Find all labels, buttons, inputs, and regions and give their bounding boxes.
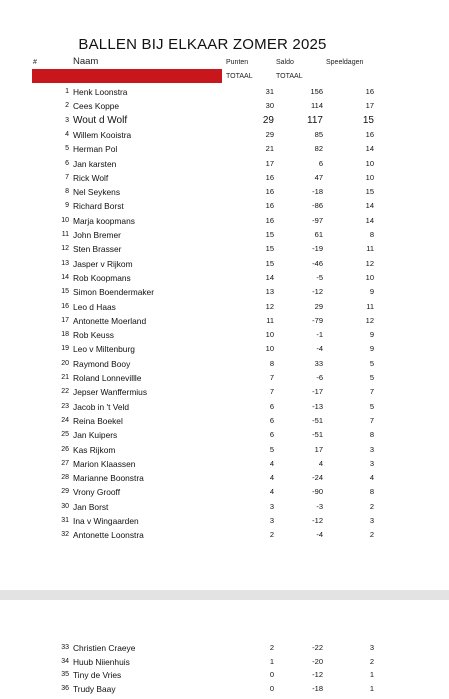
- name-cell: Tiny de Vries: [73, 670, 122, 681]
- name-cell: Sten Brasser: [73, 244, 122, 255]
- punten-cell: 29: [262, 114, 274, 126]
- table-row: [0, 300, 449, 314]
- table-row: [0, 371, 449, 385]
- header-speeldagen: Speeldagen: [326, 59, 364, 66]
- punten-cell: 15: [265, 258, 274, 268]
- speeldagen-cell: 3: [369, 643, 374, 652]
- speeldagen-cell: 11: [366, 301, 374, 311]
- name-cell: Christien Craeye: [73, 643, 136, 653]
- table-row: [0, 171, 449, 185]
- rank-cell: 9: [65, 202, 69, 210]
- name-cell: Kas Rijkom: [73, 444, 116, 455]
- name-cell: Roland Lonnevillle: [73, 373, 142, 383]
- punten-cell: 0: [269, 670, 274, 680]
- saldo-cell: -24: [312, 473, 323, 483]
- rank-cell: 19: [61, 345, 69, 353]
- table-row: [0, 443, 449, 457]
- table-row: [0, 271, 449, 285]
- name-cell: Nel Seykens: [73, 187, 121, 198]
- saldo-cell: -5: [316, 272, 323, 282]
- speeldagen-cell: 14: [365, 201, 374, 211]
- saldo-cell: 4: [318, 458, 323, 468]
- name-cell: Marion Klaassen: [73, 458, 136, 469]
- punten-cell: 16: [265, 201, 274, 211]
- punten-cell: 14: [265, 272, 274, 282]
- name-cell: Henk Loonstra: [73, 87, 128, 97]
- saldo-cell: -12: [312, 516, 323, 525]
- speeldagen-cell: 8: [369, 487, 374, 497]
- speeldagen-cell: 16: [365, 87, 374, 96]
- rank-cell: 34: [61, 657, 69, 665]
- saldo-cell: -4: [316, 344, 323, 354]
- punten-cell: 21: [265, 144, 274, 154]
- table-row: [0, 528, 449, 542]
- header-punten: Punten: [226, 59, 249, 66]
- table-row: [0, 114, 449, 128]
- table-row: [0, 342, 449, 356]
- table-row: [0, 285, 449, 299]
- table-row: [0, 157, 449, 171]
- rank-cell: 26: [61, 445, 69, 453]
- table-row: [0, 85, 449, 99]
- speeldagen-cell: 8: [369, 430, 374, 440]
- saldo-cell: 47: [314, 172, 323, 182]
- rank-cell: 8: [65, 188, 69, 196]
- punten-cell: 8: [269, 358, 274, 368]
- saldo-cell: 61: [314, 230, 323, 239]
- saldo-cell: 85: [314, 129, 323, 139]
- rank-cell: 22: [61, 388, 69, 396]
- punten-cell: 4: [269, 473, 274, 483]
- rank-cell: 28: [61, 474, 69, 482]
- rank-cell: 12: [61, 245, 69, 253]
- table-row: [0, 328, 449, 342]
- name-cell: Simon Boendermaker: [73, 287, 154, 298]
- speeldagen-cell: 3: [369, 458, 374, 468]
- rank-cell: 5: [65, 145, 69, 153]
- speeldagen-cell: 2: [369, 501, 374, 511]
- name-cell: Rob Koopmans: [73, 272, 131, 283]
- table-row: [0, 471, 449, 485]
- saldo-cell: -97: [312, 215, 323, 225]
- header-hash: #: [33, 59, 37, 66]
- rank-cell: 32: [61, 531, 69, 539]
- table-row: [0, 242, 449, 256]
- saldo-cell: -51: [312, 415, 323, 425]
- punten-cell: 30: [265, 101, 274, 111]
- punten-cell: 4: [269, 458, 274, 468]
- name-cell: Jan Borst: [73, 501, 109, 512]
- speeldagen-cell: 15: [362, 114, 374, 126]
- saldo-cell: -90: [312, 487, 323, 497]
- rank-cell: 15: [61, 288, 69, 296]
- speeldagen-cell: 3: [369, 444, 374, 454]
- speeldagen-cell: 16: [365, 129, 374, 139]
- speeldagen-cell: 10: [365, 172, 374, 182]
- speeldagen-cell: 7: [369, 387, 374, 397]
- saldo-cell: -6: [316, 373, 323, 382]
- rank-cell: 25: [61, 431, 69, 439]
- name-cell: Jacob in 't Veld: [73, 401, 130, 412]
- speeldagen-cell: 10: [365, 272, 374, 282]
- saldo-cell: -79: [312, 315, 323, 325]
- speeldagen-cell: 9: [369, 344, 374, 354]
- page-title: BALLEN BIJ ELKAAR ZOMER 2025: [78, 36, 327, 53]
- name-cell: Antonette Moerland: [73, 315, 147, 326]
- punten-cell: 2: [269, 530, 274, 540]
- speeldagen-cell: 12: [365, 258, 374, 268]
- rank-cell: 16: [61, 302, 69, 310]
- name-cell: Raymond Booy: [73, 358, 131, 369]
- saldo-cell: 156: [310, 87, 323, 96]
- rank-cell: 24: [61, 416, 69, 424]
- rank-cell: 18: [61, 331, 69, 339]
- table-row: [0, 457, 449, 471]
- punten-cell: 3: [269, 516, 274, 525]
- name-cell: Leo v Miltenburg: [73, 344, 135, 355]
- speeldagen-cell: 12: [365, 315, 374, 325]
- speeldagen-cell: 8: [369, 230, 374, 239]
- speeldagen-cell: 14: [365, 215, 374, 225]
- punten-cell: 6: [269, 430, 274, 440]
- name-cell: John Bremer: [73, 230, 121, 240]
- saldo-cell: -51: [312, 430, 323, 440]
- saldo-cell: -3: [316, 501, 323, 511]
- table-row: [0, 414, 449, 428]
- punten-cell: 6: [269, 401, 274, 411]
- header-bar: [32, 69, 222, 83]
- saldo-cell: -13: [312, 401, 323, 411]
- saldo-cell: -19: [312, 244, 323, 254]
- punten-cell: 16: [265, 187, 274, 197]
- table-row: [0, 485, 449, 499]
- speeldagen-cell: 2: [369, 656, 374, 666]
- saldo-cell: 6: [318, 158, 323, 168]
- name-cell: Herman Pol: [73, 144, 118, 155]
- table-row: [0, 385, 449, 399]
- punten-cell: 11: [266, 315, 274, 325]
- header-totaal-saldo: TOTAAL: [276, 73, 303, 80]
- rank-cell: 13: [61, 259, 69, 267]
- table-row: [0, 500, 449, 514]
- punten-cell: 31: [265, 87, 274, 96]
- punten-cell: 10: [265, 344, 274, 354]
- punten-cell: 3: [269, 501, 274, 511]
- rank-cell: 11: [61, 231, 69, 238]
- speeldagen-cell: 11: [366, 244, 374, 254]
- rank-cell: 33: [61, 644, 69, 651]
- rank-cell: 6: [65, 159, 69, 167]
- rank-cell: 36: [61, 685, 69, 693]
- name-cell: Antonette Loonstra: [73, 530, 144, 541]
- table-row: [0, 655, 449, 669]
- table-row: [0, 428, 449, 442]
- header-totaal-punten: TOTAAL: [226, 73, 253, 80]
- speeldagen-cell: 7: [369, 415, 374, 425]
- rank-cell: 23: [61, 402, 69, 410]
- table-row: [0, 257, 449, 271]
- speeldagen-cell: 9: [369, 287, 374, 297]
- saldo-cell: 114: [311, 101, 323, 111]
- punten-cell: 16: [265, 215, 274, 225]
- table-row: [0, 682, 449, 696]
- rank-cell: 29: [61, 488, 69, 496]
- rank-cell: 14: [61, 273, 69, 281]
- punten-cell: 15: [265, 230, 274, 239]
- table-row: [0, 214, 449, 228]
- saldo-cell: 117: [307, 114, 323, 126]
- rank-cell: 20: [61, 359, 69, 367]
- table-row: [0, 99, 449, 113]
- table-row: [0, 641, 449, 655]
- saldo-cell: -12: [312, 670, 323, 680]
- rank-cell: 10: [61, 216, 69, 224]
- name-cell: Vrony Grooff: [73, 487, 121, 498]
- rank-cell: 3: [65, 116, 69, 124]
- speeldagen-cell: 10: [365, 158, 374, 168]
- punten-cell: 1: [269, 656, 274, 666]
- rank-cell: 7: [65, 173, 69, 181]
- rank-cell: 31: [61, 517, 69, 524]
- speeldagen-cell: 9: [369, 330, 374, 340]
- name-cell: Reina Boekel: [73, 415, 123, 426]
- table-row: [0, 400, 449, 414]
- name-cell: Jepser Wanffermius: [73, 387, 148, 398]
- name-cell: Trudy Baay: [73, 684, 116, 695]
- speeldagen-cell: 2: [369, 530, 374, 540]
- name-cell: Rick Wolf: [73, 172, 109, 183]
- rank-cell: 1: [65, 88, 69, 95]
- saldo-cell: -86: [312, 201, 323, 211]
- saldo-cell: -1: [316, 330, 323, 340]
- punten-cell: 7: [269, 373, 274, 382]
- name-cell: Cees Koppe: [73, 101, 120, 112]
- saldo-cell: -12: [312, 287, 323, 297]
- saldo-cell: -20: [312, 656, 323, 666]
- speeldagen-cell: 14: [365, 144, 374, 154]
- speeldagen-cell: 5: [369, 358, 374, 368]
- punten-cell: 0: [269, 684, 274, 694]
- punten-cell: 13: [265, 287, 274, 297]
- punten-cell: 15: [265, 244, 274, 254]
- speeldagen-cell: 4: [369, 473, 374, 483]
- name-cell: Willem Kooistra: [73, 129, 132, 140]
- table-row: [0, 185, 449, 199]
- name-cell: Marianne Boonstra: [73, 473, 144, 484]
- name-cell: Jan karsten: [73, 158, 117, 169]
- name-cell: Wout d Wolf: [73, 114, 128, 126]
- table-row: [0, 142, 449, 156]
- punten-cell: 17: [265, 158, 274, 168]
- punten-cell: 7: [269, 387, 274, 397]
- saldo-cell: 17: [314, 444, 323, 454]
- page-2: [0, 600, 449, 699]
- name-cell: Jasper v Rijkom: [73, 258, 133, 269]
- table-row: [0, 668, 449, 682]
- punten-cell: 10: [265, 330, 274, 340]
- punten-cell: 4: [269, 487, 274, 497]
- saldo-cell: -18: [312, 187, 323, 197]
- speeldagen-cell: 17: [365, 101, 374, 111]
- speeldagen-cell: 1: [369, 684, 374, 694]
- rank-cell: 35: [61, 671, 69, 679]
- saldo-cell: -4: [316, 530, 323, 540]
- punten-cell: 12: [265, 301, 274, 311]
- rank-cell: 17: [61, 316, 69, 324]
- speeldagen-cell: 1: [369, 670, 374, 680]
- saldo-cell: -46: [312, 258, 323, 268]
- name-cell: Marja koopmans: [73, 215, 135, 226]
- page-break: [0, 590, 449, 600]
- name-cell: Ina v Wingaarden: [73, 516, 139, 526]
- speeldagen-cell: 15: [365, 187, 374, 197]
- rank-cell: 21: [61, 374, 69, 381]
- name-cell: Jan Kuipers: [73, 430, 118, 441]
- name-cell: Rob Keuss: [73, 330, 114, 341]
- saldo-cell: 82: [314, 144, 323, 154]
- name-cell: Huub Niienhuis: [73, 656, 130, 667]
- saldo-cell: -18: [312, 684, 323, 694]
- name-cell: Richard Borst: [73, 201, 124, 212]
- punten-cell: 2: [269, 643, 274, 652]
- table-row: [0, 199, 449, 213]
- rank-cell: 30: [61, 502, 69, 510]
- speeldagen-cell: 5: [369, 401, 374, 411]
- speeldagen-cell: 5: [369, 373, 374, 382]
- saldo-cell: 29: [314, 301, 323, 311]
- header-saldo: Saldo: [276, 59, 294, 66]
- table-row: [0, 357, 449, 371]
- rank-cell: 27: [61, 459, 69, 467]
- punten-cell: 5: [269, 444, 274, 454]
- table-row: [0, 314, 449, 328]
- saldo-cell: -22: [312, 643, 323, 652]
- punten-cell: 29: [265, 129, 274, 139]
- punten-cell: 16: [265, 172, 274, 182]
- table-row: [0, 128, 449, 142]
- saldo-cell: -17: [312, 387, 323, 397]
- speeldagen-cell: 3: [369, 516, 374, 525]
- punten-cell: 6: [269, 415, 274, 425]
- rank-cell: 4: [65, 130, 69, 138]
- name-cell: Leo d Haas: [73, 301, 116, 312]
- table-row: [0, 514, 449, 528]
- header-naam: Naam: [73, 56, 99, 67]
- rank-cell: 2: [65, 102, 69, 110]
- saldo-cell: 33: [314, 358, 323, 368]
- table-row: [0, 228, 449, 242]
